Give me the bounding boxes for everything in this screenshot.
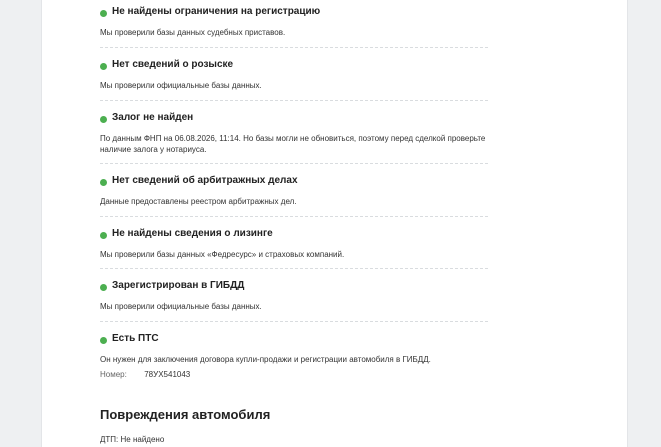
check-title: Нет сведений об арбитражных делах (112, 175, 298, 186)
check-gibdd-registration (100, 280, 488, 313)
status-ok-icon (100, 10, 107, 17)
check-description: Мы проверили базы данных судебных приставов. (100, 28, 286, 37)
check-arbitration (100, 175, 488, 208)
status-ok-icon (100, 232, 107, 239)
divider (100, 268, 488, 269)
pts-number-value: 78УХ541043 (144, 370, 191, 379)
check-title: Не найдены ограничения на регистрацию (112, 6, 321, 17)
check-pts (100, 333, 488, 366)
divider (100, 163, 488, 164)
pts-number-label: Номер: (100, 370, 127, 379)
check-description: Мы проверили официальные базы данных. (100, 302, 262, 311)
status-ok-icon (100, 179, 107, 186)
status-ok-icon (100, 63, 107, 70)
check-description: Данные предоставлены реестром арбитражных дел. (100, 197, 297, 206)
divider (100, 321, 488, 322)
divider (100, 216, 488, 217)
check-title: Есть ПТС (112, 333, 159, 344)
check-description: Он нужен для заключения договора купли-продажи и регистрации автомобиля в ГИБДД. (100, 355, 431, 364)
check-description: По данным ФНП на 06.08.2026, 11:14. Но базы могли не обновиться, поэтому перед сделкой проверьте наличие залога у нотариуса. (100, 134, 486, 154)
check-description: Мы проверили официальные базы данных. (100, 81, 262, 90)
dtp-row (100, 435, 164, 444)
status-ok-icon (100, 337, 107, 344)
check-title: Зарегистрирован в ГИБДД (112, 280, 245, 291)
check-title: Не найдены сведения о лизинге (112, 228, 273, 239)
dtp-value: Не найдено (120, 435, 165, 444)
divider (100, 100, 488, 101)
check-leasing (100, 228, 488, 261)
dtp-label: ДТП: (100, 435, 119, 444)
check-registration-restrictions (100, 6, 488, 39)
check-title: Нет сведений о розыске (112, 59, 234, 70)
pts-number-row (100, 370, 190, 379)
status-ok-icon (100, 116, 107, 123)
check-description: Мы проверили базы данных «Федресурс» и страховых компаний. (100, 250, 345, 259)
section-title-damage: Повреждения автомобиля (100, 407, 271, 422)
divider (100, 47, 488, 48)
status-ok-icon (100, 284, 107, 291)
check-title: Залог не найден (112, 112, 194, 123)
check-pledge (100, 112, 488, 155)
check-wanted (100, 59, 488, 92)
